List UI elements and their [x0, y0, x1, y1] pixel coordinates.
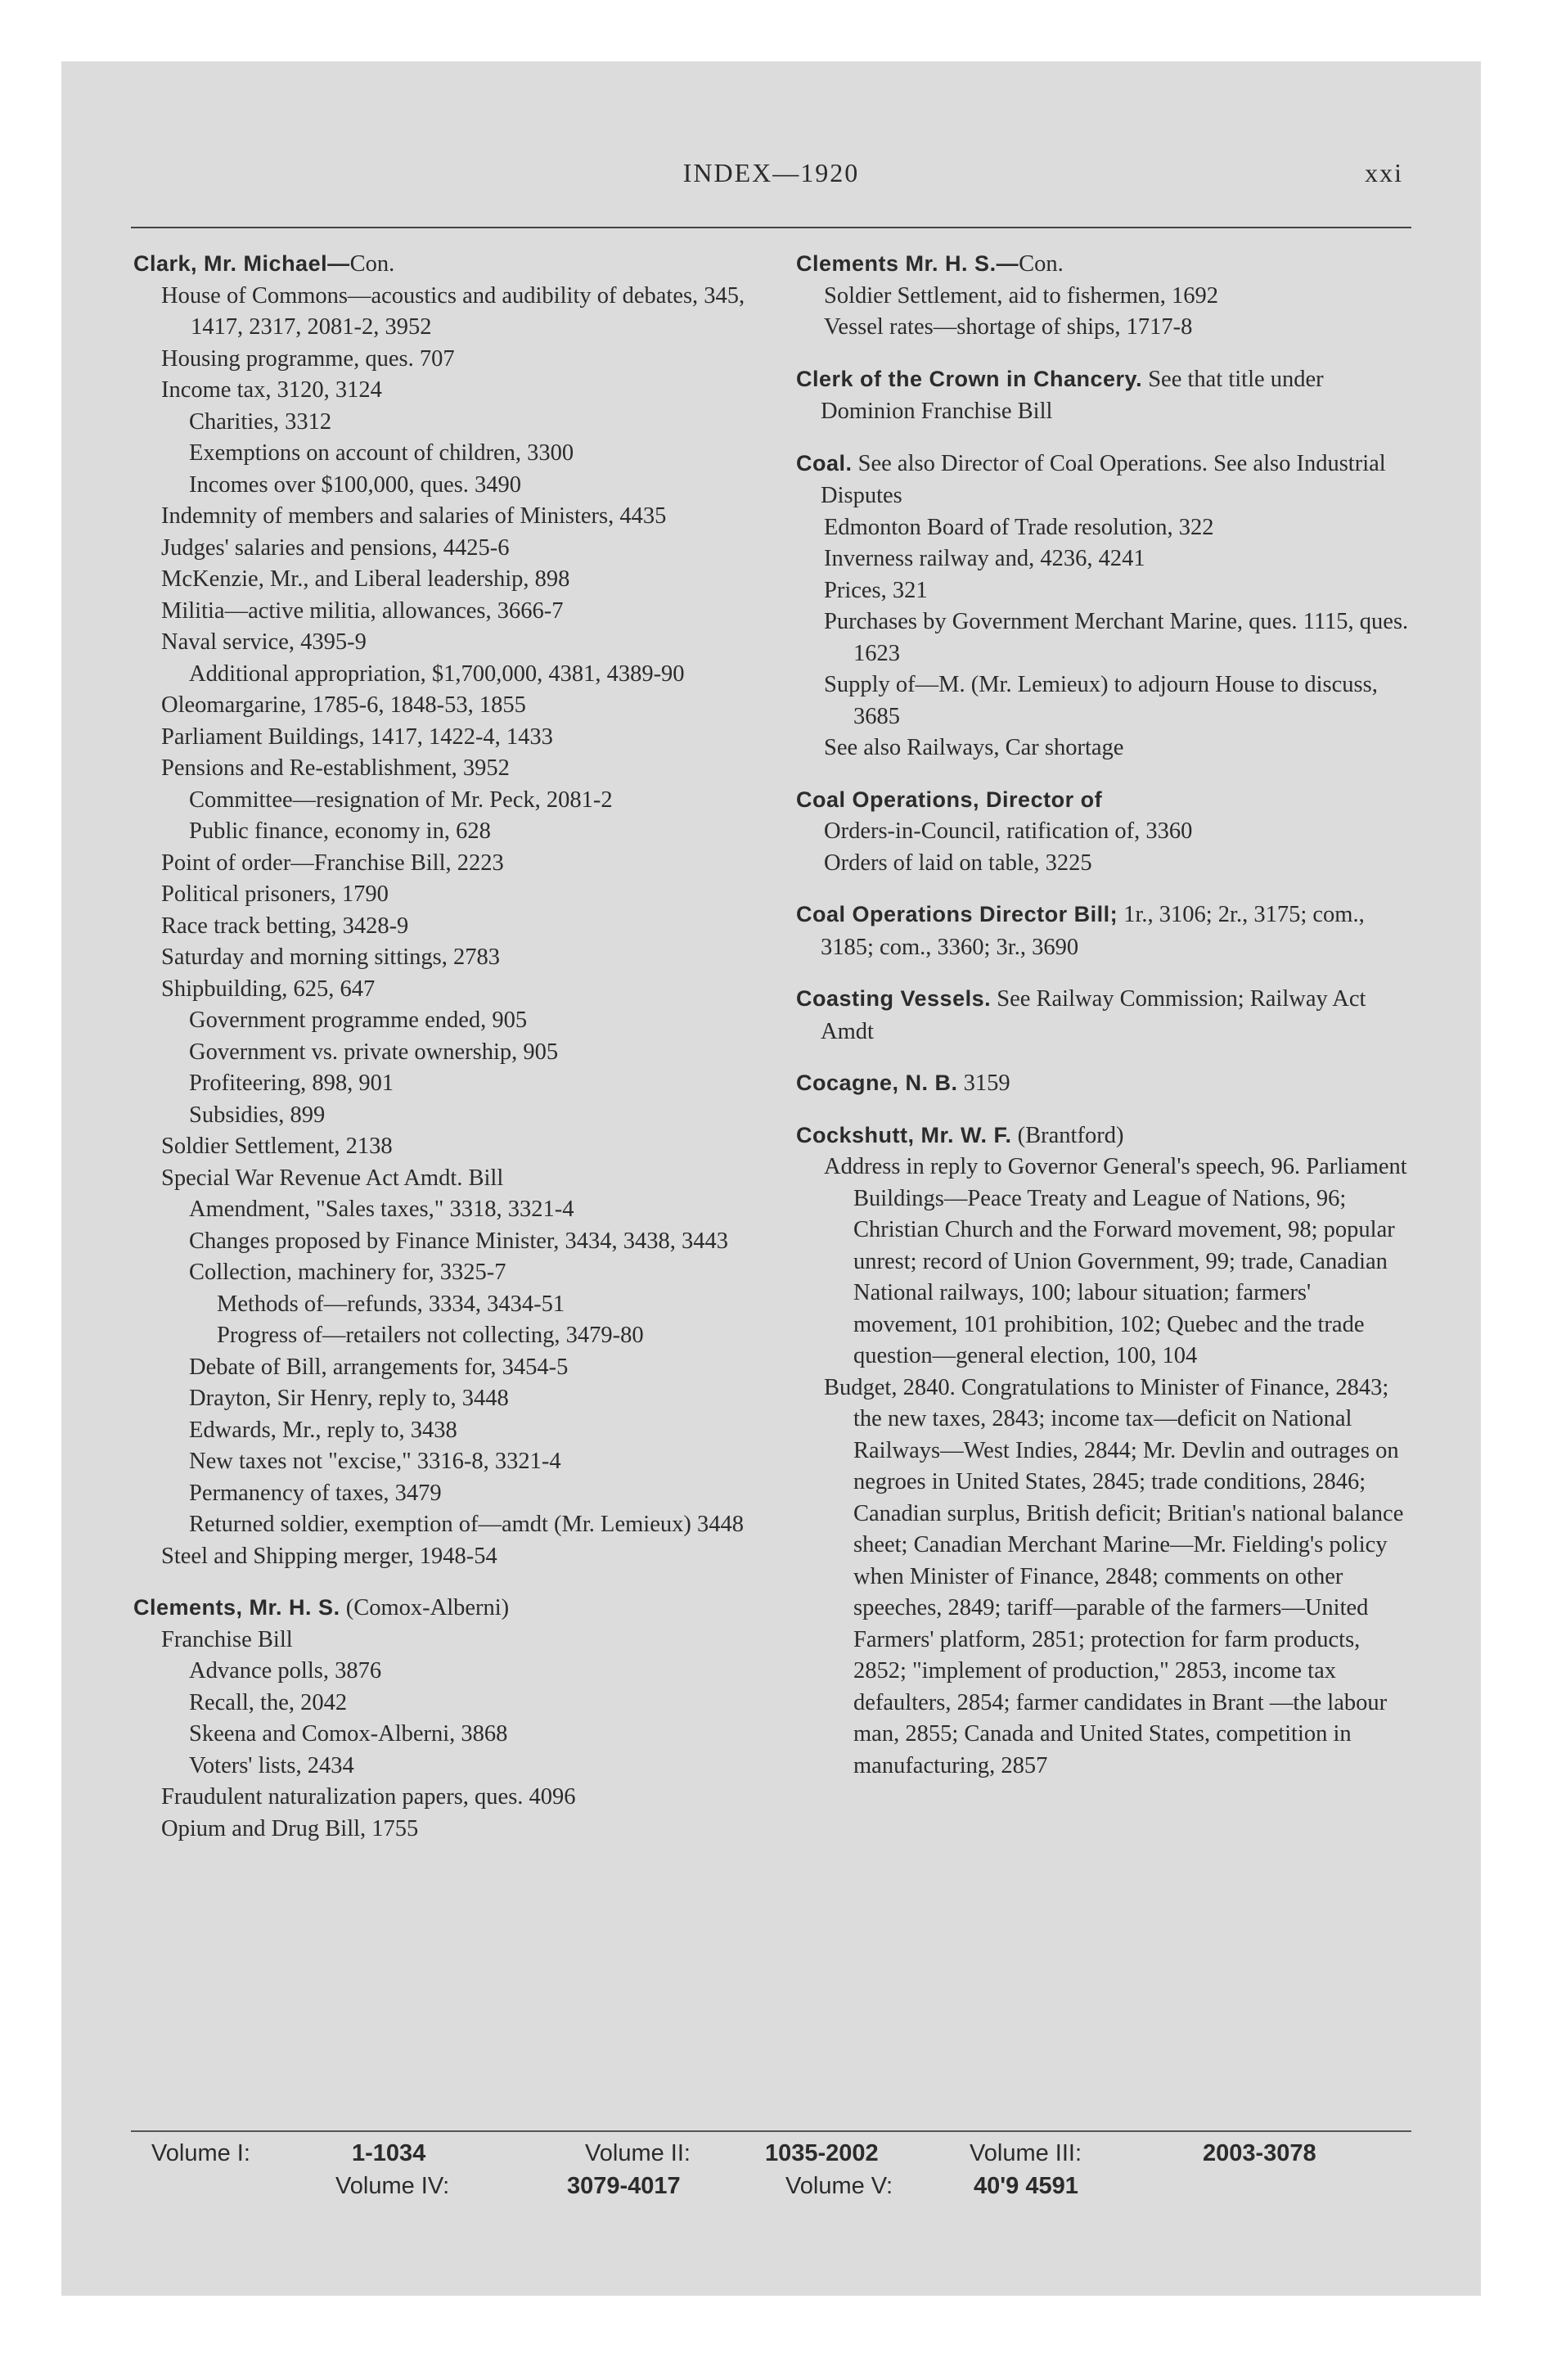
heading-name: Coal Operations, Director of — [796, 787, 1103, 812]
index-subentry: Public finance, economy in, 628 — [189, 818, 491, 844]
index-page — [61, 61, 1481, 2296]
index-subentry: Address in reply to Governor General's speech, 96. Parliament Buildings—Peace Treaty and League of Nations, 96; Christian Church and the Forward movement, 98; popular unrest; record of Union Government, 99; trade, Canadian National railways, 100; labour situation; farmers' movement, 101 prohibition, 102; Quebec and the trade question—general election, 100, 104 — [824, 1154, 1407, 1368]
index-heading — [796, 899, 1418, 963]
volume-1-label: Volume I: — [151, 2140, 250, 2166]
heading-name: Cockshutt, Mr. W. F. — [796, 1122, 1012, 1147]
index-subentry: Edwards, Mr., reply to, 3438 — [189, 1417, 457, 1443]
index-subentry: Permanency of taxes, 3479 — [189, 1480, 442, 1506]
index-subentry: Vessel rates—shortage of ships, 1717-8 — [824, 314, 1193, 340]
index-subentry: Methods of—refunds, 3334, 3434-51 — [217, 1291, 565, 1317]
index-subentry: Advance polls, 3876 — [189, 1658, 382, 1684]
index-subentry: Franchise Bill — [161, 1626, 293, 1652]
right-column — [796, 248, 1418, 1782]
index-subentry: Opium and Drug Bill, 1755 — [161, 1815, 419, 1841]
index-heading — [133, 1592, 767, 1625]
index-subentry: Orders-in-Council, ratification of, 3360 — [824, 818, 1193, 844]
index-subentry: Militia—active militia, allowances, 3666-7 — [161, 597, 564, 624]
entry-gap — [796, 344, 1418, 363]
index-subentry: Debate of Bill, arrangements for, 3454-5 — [189, 1354, 569, 1380]
left-column — [133, 248, 767, 1845]
index-subentry: Race track betting, 3428-9 — [161, 913, 409, 939]
index-subentry: Soldier Settlement, aid to fishermen, 1692 — [824, 282, 1219, 309]
index-subentry: Saturday and morning sittings, 2783 — [161, 944, 501, 970]
footer-rule — [131, 2130, 1411, 2132]
volume-4-label: Volume IV: — [335, 2173, 450, 2199]
entry-gap — [133, 1572, 767, 1592]
header-rule — [131, 227, 1411, 228]
index-subentry: Additional appropriation, $1,700,000, 4381, 4389-90 — [189, 660, 685, 687]
page-header — [61, 158, 1481, 207]
heading-name: Coal. — [796, 450, 853, 476]
entry-gap — [796, 963, 1418, 983]
entry-gap — [796, 428, 1418, 448]
index-subentry: Judges' salaries and pensions, 4425-6 — [161, 534, 510, 561]
index-subentry: Government vs. private ownership, 905 — [189, 1039, 559, 1065]
heading-rest: (Comox-Alberni) — [340, 1595, 510, 1620]
volume-2-label: Volume II: — [585, 2140, 691, 2166]
index-subentry: Edmonton Board of Trade resolution, 322 — [824, 514, 1214, 540]
index-subentry: Steel and Shipping merger, 1948-54 — [161, 1543, 497, 1569]
index-subentry: Income tax, 3120, 3124 — [161, 377, 382, 403]
index-subentry: Changes proposed by Finance Minister, 3434, 3438, 3443 — [189, 1228, 729, 1254]
page-number: xxi — [1365, 158, 1403, 187]
volume-3-label: Volume III: — [970, 2140, 1082, 2166]
index-subentry: Budget, 2840. Congratulations to Minister of Finance, 2843; the new taxes, 2843; income tax—deficit on National Railways—West Indies, 2844; Mr. Devlin and outrages on negroes in United States, 2845; trade conditions, 2846; Canadian surplus, British deficit; Britian's national balance sheet; Canadian Merchant Marine—Mr. Fielding's policy when Minister of Finance, 2848; comments on other speeches, 2849; tariff—parable of the farmers—United Farmers' platform, 2851; protection for farm products, 2852; "implement of production," 2853, income tax defaulters, 2854; farmer candidates in Brant —the labour man, 2855; Canada and United States, competition in manufacturing, 2857 — [824, 1374, 1404, 1778]
index-subentry: Committee—resignation of Mr. Peck, 2081-2 — [189, 787, 613, 813]
running-title: INDEX—1920 — [682, 158, 860, 187]
index-subentry: Returned soldier, exemption of—amdt (Mr. Lemieux) 3448 — [189, 1512, 744, 1537]
index-subentry: Inverness railway and, 4236, 4241 — [824, 546, 1145, 571]
index-subentry: House of Commons—acoustics and audibility of debates, 345, 1417, 2317, 2081-2, 3952 — [161, 282, 745, 340]
heading-name: Cocagne, N. B. — [796, 1071, 958, 1095]
index-subentry: Collection, machinery for, 3325-7 — [189, 1260, 506, 1285]
heading-rest: See Railway Commission; Railway Act Amdt — [821, 986, 1366, 1044]
entry-gap — [796, 879, 1418, 899]
entry-gap — [796, 1048, 1418, 1067]
index-subentry: Soldier Settlement, 2138 — [161, 1134, 393, 1159]
heading-name: Coasting Vessels. — [796, 986, 992, 1011]
heading-name: Clements, Mr. H. S. — [133, 1595, 340, 1620]
index-heading — [796, 1120, 1418, 1152]
index-subentry: Drayton, Sir Henry, reply to, 3448 — [189, 1386, 509, 1411]
index-subentry: Fraudulent naturalization papers, ques. 4096 — [161, 1784, 576, 1810]
index-subentry: Exemptions on account of children, 3300 — [189, 440, 574, 466]
index-subentry: See also Railways, Car shortage — [824, 735, 1124, 760]
index-subentry: Incomes over $100,000, ques. 3490 — [189, 471, 522, 498]
index-heading — [796, 363, 1418, 428]
index-subentry: Point of order—Franchise Bill, 2223 — [161, 850, 504, 876]
heading-rest: Con. — [1019, 251, 1064, 277]
index-heading — [796, 448, 1418, 512]
heading-rest: See that title under Dominion Franchise Bill — [821, 366, 1324, 424]
heading-rest: Con. — [349, 251, 395, 277]
volume-5-label: Volume V: — [785, 2173, 893, 2199]
volume-3-range: 2003-3078 — [1203, 2140, 1316, 2166]
index-subentry: Pensions and Re-establishment, 3952 — [161, 755, 510, 781]
heading-rest: 3159 — [957, 1071, 1010, 1096]
index-subentry: Oleomargarine, 1785-6, 1848-53, 1855 — [161, 692, 526, 718]
index-subentry: Parliament Buildings, 1417, 1422-4, 1433 — [161, 723, 553, 750]
index-subentry: Shipbuilding, 625, 647 — [161, 976, 376, 1002]
index-subentry: Recall, the, 2042 — [189, 1689, 348, 1715]
volume-5-range: 40'9 4591 — [974, 2173, 1078, 2199]
index-subentry: Progress of—retailers not collecting, 3479-80 — [217, 1323, 644, 1348]
entry-gap — [796, 764, 1418, 784]
volume-1-range: 1-1034 — [352, 2140, 426, 2166]
index-subentry: Amendment, "Sales taxes," 3318, 3321-4 — [189, 1197, 574, 1222]
index-subentry: Political prisoners, 1790 — [161, 881, 389, 907]
volume-4-range: 3079-4017 — [567, 2173, 681, 2199]
index-subentry: Special War Revenue Act Amdt. Bill — [161, 1165, 504, 1191]
index-subentry: Supply of—M. (Mr. Lemieux) to adjourn House to discuss, 3685 — [824, 672, 1378, 729]
index-subentry: Subsidies, 899 — [189, 1102, 326, 1128]
index-subentry: Orders of laid on table, 3225 — [824, 850, 1092, 876]
index-heading — [796, 1067, 1418, 1100]
index-subentry: Indemnity of members and salaries of Ministers, 4435 — [161, 503, 667, 529]
index-heading — [796, 248, 1418, 281]
index-subentry: New taxes not "excise," 3316-8, 3321-4 — [189, 1449, 561, 1474]
index-heading — [796, 784, 1418, 817]
index-heading — [133, 248, 767, 281]
index-subentry: Purchases by Government Merchant Marine, ques. 1115, ques. 1623 — [824, 609, 1409, 666]
heading-name: Coal Operations Director Bill; — [796, 902, 1118, 926]
heading-rest: See also Director of Coal Operations. See also Industrial Disputes — [821, 450, 1386, 508]
volume-2-range: 1035-2002 — [765, 2140, 879, 2166]
index-subentry: Charities, 3312 — [189, 408, 332, 435]
entry-gap — [796, 1100, 1418, 1120]
index-subentry: Government programme ended, 905 — [189, 1007, 528, 1033]
index-subentry: Profiteering, 898, 901 — [189, 1071, 394, 1096]
heading-rest: 1r., 3106; 2r., 3175; com., 3185; com., 3360; 3r., 3690 — [821, 902, 1365, 960]
index-subentry: Housing programme, ques. 707 — [161, 345, 455, 372]
index-subentry: Skeena and Comox-Alberni, 3868 — [189, 1721, 508, 1747]
index-subentry: Naval service, 4395-9 — [161, 629, 367, 655]
index-subentry: Voters' lists, 2434 — [189, 1752, 354, 1778]
volume-footer — [61, 2140, 1481, 2222]
index-subentry: McKenzie, Mr., and Liberal leadership, 898 — [161, 566, 570, 592]
index-subentry: Prices, 321 — [824, 577, 928, 603]
heading-name: Clerk of the Crown in Chancery. — [796, 366, 1143, 391]
heading-name: Clements Mr. H. S.— — [796, 251, 1019, 276]
index-heading — [796, 983, 1418, 1048]
heading-rest: (Brantford) — [1011, 1122, 1124, 1148]
heading-name: Clark, Mr. Michael— — [133, 251, 350, 276]
